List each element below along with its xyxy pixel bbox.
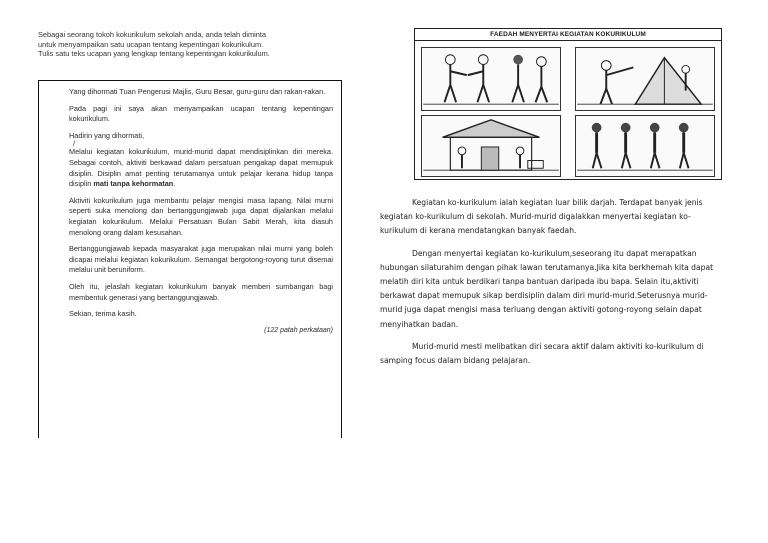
instruction-line: Sebagai seorang tokoh kokurikulum sekolah anda, anda telah diminta bbox=[38, 30, 267, 39]
essay-paragraph-responsibility: Bertanggungjawab kepada masyarakat juga merupakan nilai murni yang boleh dicapai melalui kegiatan kokurikulum. Semangat bergotong-royong turut disemai melalui unit beruniform. bbox=[69, 244, 333, 275]
essay-closing: Sekian, terima kasih. bbox=[69, 309, 137, 319]
bold-phrase: mati tanpa kehormatan bbox=[93, 179, 174, 189]
panel-gotong-royong-illustration bbox=[421, 115, 561, 177]
panel-camping-illustration bbox=[575, 47, 715, 111]
marching-icon bbox=[576, 116, 714, 176]
paragraph-conclusion: Murid-murid mesti melibatkan diri secara aktif dalam aktiviti ko-kurikulum di samping focus dalam bidang pelajaran. bbox=[380, 341, 704, 366]
essay-paragraph-discipline: Melalui kegiatan kokurikulum, murid-murid dapat mendisiplinkan diri mereka. Sebagai contoh, aktiviti berkawad dalam persatuan pengakap dapat memupuk disiplin. Disiplin amat penting terutamanya untuk pelajar kerana hidup tanpa disiplin mati tanpa kehormatan. bbox=[69, 147, 333, 189]
essay-box bbox=[38, 80, 342, 438]
handwritten-slash: / bbox=[73, 139, 76, 149]
essay-greeting: Yang dihormati Tuan Pengerusi Majlis, Guru Besar, guru-guru dan rakan-rakan. bbox=[69, 87, 326, 96]
essay-address: Hadirin yang dihormati, bbox=[69, 130, 145, 140]
panel-handshake-illustration bbox=[421, 47, 561, 111]
illustration-figure bbox=[414, 28, 722, 180]
handshake-icon bbox=[422, 48, 560, 110]
house-icon bbox=[422, 116, 560, 176]
essay-conclusion: Oleh itu, jelaslah kegiatan kokurikulum banyak memberi sumbangan bagi membentuk generasi yang bertanggungjawab. bbox=[69, 281, 333, 302]
right-page-text bbox=[380, 196, 720, 376]
word-count: (122 patah perkataan) bbox=[264, 326, 333, 334]
paragraph-benefits: Dengan menyertai kegiatan ko-kurikulum,seseorang itu dapat merapatkan hubungan silaturahim dengan pihak lawan terutamanya.Jika kita berkhemah kita dapat melatih diri kita untuk berdikari tanpa bantuan daripada ibu bapa. Selain itu,aktiviti berkawat dapat memupuk sikap berdisiplin dalam diri murid-murid.Seterusnya murid-murid juga dapat mengisi masa terluang dengan aktiviti gotong-royong selain dapat menyihatkan badan. bbox=[380, 248, 714, 329]
instruction-line: untuk menyampaikan satu ucapan tentang kepentingan kokurikulum. bbox=[38, 39, 264, 49]
figure-title: FAEDAH MENYERTAI KEGIATAN KOKURIKULUM bbox=[415, 29, 721, 41]
instruction-line: Tulis satu teks ucapan yang lengkap tentang kepentingan kokurikulum. bbox=[38, 49, 270, 59]
essay-paragraph-leisure: Aktiviti kokurikulum juga membantu pelajar mengisi masa lapang. Nilai murni seperti suka menolong dan bertanggungjawab juga dapat dijalankan melalui kegiatan kokurikulum. Melalui Persatuan Bulan Sabit Merah, kita diasuh menolong orang dalam kesusahan. bbox=[69, 195, 333, 237]
tent-icon bbox=[576, 48, 714, 110]
panel-marching-illustration bbox=[575, 115, 715, 177]
essay-intro: Pada pagi ini saya akan menyampaikan ucapan tentang kepentingan kokurikulum. bbox=[69, 103, 333, 124]
left-page bbox=[38, 30, 342, 334]
instructions bbox=[38, 30, 342, 59]
paragraph-intro: Kegiatan ko-kurikulum ialah kegiatan luar bilik darjah. Terdapat banyak jenis kegiatan ko-kurikulum di sekolah. Murid-murid digalakkan menyertai kegiatan ko-kurikulum di kerana mendatangkan banyak faedah. bbox=[380, 198, 703, 236]
